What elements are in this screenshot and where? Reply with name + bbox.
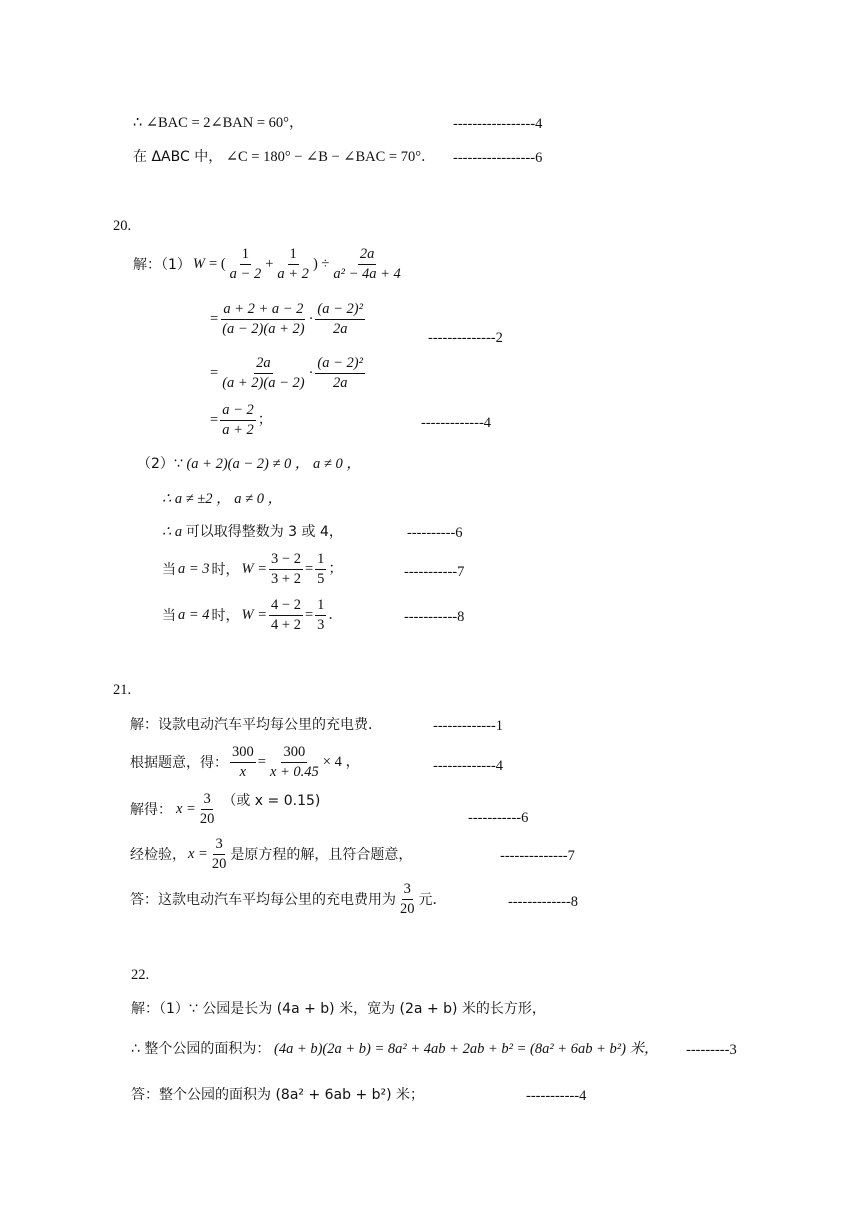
q20-case3-tail: ； xyxy=(328,561,343,578)
q21-line4-tail: 是原方程的解，且符合题意， xyxy=(230,846,413,863)
q20-step2: = $\frac{a + 2 + a - 2}{(a - 2)(a + 2)}$ · $\frac{\text{(a − 2)²}}{2a}$ xyxy=(210,301,363,338)
q20-case3-den: 3 + 2 xyxy=(271,571,301,588)
q20-step4: = $\frac{a - 2}{a + 2}$ ； xyxy=(210,402,273,439)
q20-part2-label: （2）∵ xyxy=(137,456,183,472)
q20-step4-tail: ； xyxy=(257,412,273,429)
q21-line5-tail: 元． xyxy=(418,891,447,908)
q20-eq: = ( xyxy=(209,256,226,273)
q20-case4-cond: a = 4 xyxy=(178,607,210,624)
q20-case3-num: 3 − 2 xyxy=(269,552,303,570)
q20-step4-frac xyxy=(220,403,256,438)
q21-line1-score: -------------1 xyxy=(433,718,504,734)
q21-line4-num: 3 xyxy=(213,837,224,855)
q20-case4: 当 a = 4 时， W = $\frac{4 - 2}{4 + 2}$ = $\frac{1}{3}$ ． xyxy=(162,597,343,634)
q22-number: 22. xyxy=(131,967,150,983)
q20-step2-num2: (a − 2)² xyxy=(315,302,365,320)
q20-step2-frac1 xyxy=(220,302,306,337)
q20-case3-res-den: 5 xyxy=(317,571,325,588)
q20-step2-den2: 2a xyxy=(332,321,348,338)
q20-case3: 当 a = 3 时， W = $\frac{3 - 2}{3 + 2}$ = $\frac{1}{5}$ ； xyxy=(162,551,343,588)
q20-step3-den2: 2a xyxy=(332,375,348,392)
q20-step4-num: a − 2 xyxy=(220,403,256,421)
q20-case4-prefix: 当 xyxy=(162,607,176,624)
q21-line3-frac xyxy=(198,792,217,827)
q20-case3-prefix: 当 xyxy=(162,561,176,578)
q20-step3-frac2 xyxy=(315,356,365,391)
q21-line2-den2: x + 0.45 xyxy=(269,764,319,781)
q20-case4-tail: ． xyxy=(328,607,343,624)
q19-line2-prefix: 在 ΔABC 中， xyxy=(133,149,223,165)
q20-frac2 xyxy=(275,247,311,282)
q21-line2-score: -------------4 xyxy=(433,758,504,774)
q21-line5-frac xyxy=(398,882,417,917)
q21-line5-den: 20 xyxy=(400,901,415,918)
q20-plus: + xyxy=(265,256,274,273)
q21-line2-frac2 xyxy=(268,745,321,780)
q22-line2 xyxy=(131,1042,659,1057)
q20-frac2-num: 1 xyxy=(288,247,299,265)
q20-part1-label: 解：（1） xyxy=(133,256,191,273)
q20-case4-res-den: 3 xyxy=(317,617,325,634)
q21-line2-tail: × 4 ， xyxy=(322,754,360,771)
q20-case3-W: W = xyxy=(241,561,268,578)
q20-step3-num: 2a xyxy=(254,356,273,374)
q20-step3-den: (a + 2)(a − 2) xyxy=(222,375,305,392)
q20-therefore1: ∴ a ≠ ±2 ， a ≠ 0 ， xyxy=(162,491,283,507)
q20-case4-score: -----------8 xyxy=(404,609,465,625)
q22-line3-score: -----------4 xyxy=(526,1088,587,1104)
q20-case4-den: 4 + 2 xyxy=(271,617,301,634)
q20-case4-res xyxy=(315,598,326,633)
q20-case4-num: 4 − 2 xyxy=(269,598,303,616)
q20-case4-mid: 时， xyxy=(211,607,240,624)
q20-step4-score: -------------4 xyxy=(421,415,492,431)
q20-case3-score: -----------7 xyxy=(404,564,465,580)
q21-line4-den: 20 xyxy=(211,856,227,873)
q19-line2-formula: ∠C = 180° − ∠B − ∠BAC = 70°． xyxy=(225,149,436,165)
q21-line4 xyxy=(130,837,412,872)
q20-case4-res-num: 1 xyxy=(315,598,326,616)
q20-frac3-num: 2a xyxy=(358,247,377,265)
q20-frac2-den: a + 2 xyxy=(277,266,309,283)
q21-line5-score: -------------8 xyxy=(508,894,579,910)
q21-line3-num: 3 xyxy=(201,792,212,810)
q19-line1 xyxy=(133,116,303,131)
q20-W: W xyxy=(192,256,206,273)
q21-line5-num: 3 xyxy=(402,882,413,900)
q21-line3-score: -----------6 xyxy=(468,810,529,826)
q21-line4-prefix: 经检验， xyxy=(130,846,186,863)
q20-frac3-den: a² − 4a + 4 xyxy=(333,266,401,283)
q21-line2-prefix: 根据题意，得： xyxy=(130,754,228,771)
q20-frac1-den: a − 2 xyxy=(229,266,262,283)
q22-line1: 解：（1）∵ 公园是长为 (4a + b) 米，宽为 (2a + b) 米的长方形， xyxy=(131,1001,546,1017)
q21-line4-frac xyxy=(210,837,229,872)
q21-line2-den1: x xyxy=(239,764,247,781)
q21-line5 xyxy=(130,882,447,917)
q20-frac1-num: 1 xyxy=(240,247,251,265)
q20-case3-cond: a = 3 xyxy=(178,561,210,578)
q22-line2-formula: (4a + b)(2a + b) = 8a² + 4ab + 2ab + b² = (8a² + 6ab + b²) 米， xyxy=(273,1041,659,1057)
q20-case4-W: W = xyxy=(241,607,268,624)
q20-therefore2 xyxy=(162,525,343,540)
q21-line4-score: --------------7 xyxy=(500,848,575,864)
q19-line1-score: -----------------4 xyxy=(453,116,543,132)
q20-part2-cond: (a + 2)(a − 2) ≠ 0 ， a ≠ 0 ， xyxy=(186,456,361,472)
q20-step3: = $\frac{2a}{(a + 2)(a - 2)}$ · $\frac{\text{(a − 2)²}}{2a}$ xyxy=(210,355,363,392)
q21-line2-frac1 xyxy=(230,745,256,780)
q21-line3-x: x = xyxy=(176,801,196,818)
q20-div: ) ÷ xyxy=(312,256,330,273)
q22-line3: 答：整个公园的面积为 (8a² + 6ab + b²) 米； xyxy=(131,1087,425,1103)
q20-step2-num: a + 2 + a − 2 xyxy=(221,302,305,320)
q20-step3-frac1 xyxy=(220,356,306,391)
q21-line2-num2: 300 xyxy=(281,745,307,763)
q20-frac3 xyxy=(331,247,402,282)
q20-case3-mid: 时， xyxy=(211,561,240,578)
q20-number: 20. xyxy=(113,218,132,234)
q20-step2-frac2 xyxy=(315,302,365,337)
q21-line3-tail: （或 x = 0.15) xyxy=(222,792,321,809)
q21-line3 xyxy=(130,792,320,827)
q21-number: 21. xyxy=(113,682,132,698)
q20-frac1 xyxy=(228,247,264,282)
q19-line1-text: ∴ ∠BAC = 2∠BAN = 60°， xyxy=(133,115,304,131)
q20-step2-score: --------------2 xyxy=(428,330,503,346)
q20-therefore2-a: ∴ a xyxy=(162,524,183,540)
q20-step3-num2: (a − 2)² xyxy=(315,356,365,374)
q20-case3-res xyxy=(315,552,326,587)
q20-therefore2-score: ----------6 xyxy=(407,525,463,541)
q22-line2-prefix: ∴ 整个公园的面积为： xyxy=(131,1041,271,1057)
q21-line5-prefix: 答：这款电动汽车平均每公里的充电费用为 xyxy=(130,891,396,908)
q20-part1-line xyxy=(133,247,405,282)
q20-part2-line xyxy=(137,457,361,472)
q20-case4-frac xyxy=(269,598,303,633)
q20-step4-den: a + 2 xyxy=(222,422,254,439)
q20-case3-res-num: 1 xyxy=(315,552,326,570)
q20-case3-frac xyxy=(269,552,303,587)
q21-line2: 根据题意，得： $\frac{300}{x}$ = $\frac{300}{x + 0.45}$ × 4 ， xyxy=(130,744,360,781)
q20-step2-den: (a − 2)(a + 2) xyxy=(222,321,305,338)
q20-therefore2-text: 可以取得整数为 3 或 4， xyxy=(185,524,343,540)
q21-line3-prefix: 解得： xyxy=(130,801,172,818)
q21-line4-x: x = xyxy=(188,846,208,863)
q22-line2-score: ---------3 xyxy=(686,1042,737,1058)
q19-line2-score: -----------------6 xyxy=(453,150,543,166)
q21-line3-den: 20 xyxy=(199,811,215,828)
q19-line2 xyxy=(133,150,436,165)
q21-line1: 解：设款电动汽车平均每公里的充电费． xyxy=(130,717,382,733)
q21-line2-num1: 300 xyxy=(230,745,256,763)
